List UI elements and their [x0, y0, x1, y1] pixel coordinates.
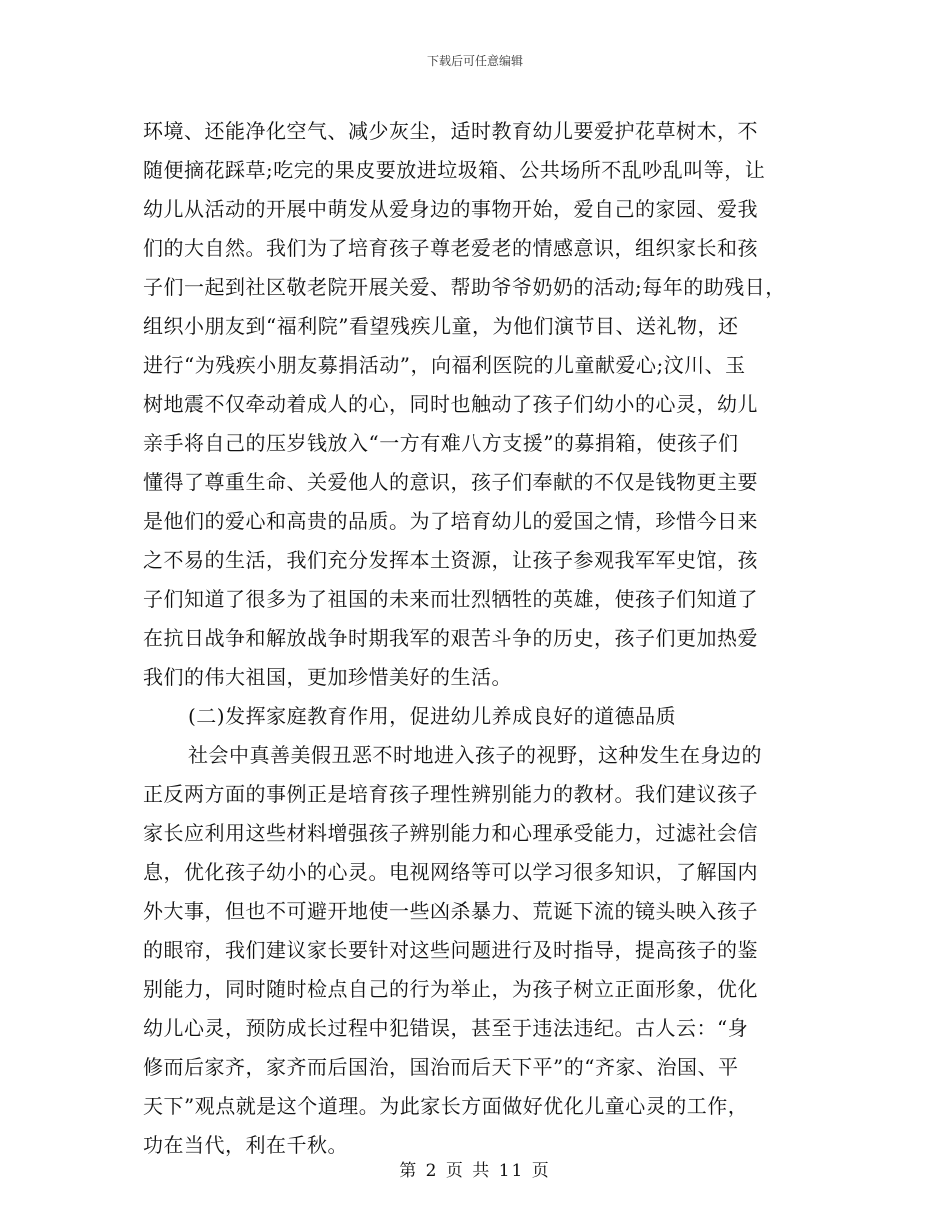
text-line: 之不易的生活，我们充分发挥本土资源，让孩子参观我军军史馆，孩 [143, 548, 758, 572]
text-line: 外大事，但也不可避开地使一些凶杀暴力、荒诞下流的镜头映入孩子 [143, 899, 758, 923]
text-line: 环境、还能净化空气、减少灰尘，适时教育幼儿要爱护花草树木，不 [143, 119, 758, 143]
text-line: 社会中真善美假丑恶不时地进入孩子的视野，这种发生在身边的 [188, 743, 762, 767]
text-line: 息，优化孩子幼小的心灵。电视网络等可以学习很多知识，了解国内 [143, 860, 758, 884]
text-line: 树地震不仅牵动着成人的心，同时也触动了孩子们幼小的心灵，幼儿 [143, 392, 758, 416]
text-line: 幼儿心灵，预防成长过程中犯错误，甚至于违法违纪。古人云：“身 [143, 1016, 749, 1040]
text-line: 是他们的爱心和高贵的品质。为了培育幼儿的爱国之情，珍惜今日来 [143, 509, 758, 533]
section-heading: (二)发挥家庭教育作用，促进幼儿养成良好的道德品质 [188, 704, 677, 728]
text-line: 子们知道了很多为了祖国的未来而壮烈牺牲的英雄，使孩子们知道了 [143, 587, 758, 611]
text-line: 组织小朋友到“福利院”看望残疾儿童，为他们演节目、送礼物，还 [143, 314, 739, 338]
text-line: 们的大自然。我们为了培育孩子尊老爱老的情感意识，组织家长和孩 [143, 236, 758, 260]
text-line: 家长应利用这些材料增强孩子辨别能力和心理承受能力，过滤社会信 [143, 821, 758, 845]
text-line: 随便摘花踩草;吃完的果皮要放进垃圾箱、公共场所不乱吵乱叫等，让 [143, 158, 766, 182]
text-line: 的眼帘，我们建议家长要针对这些问题进行及时指导，提高孩子的鉴 [143, 938, 758, 962]
text-line: 子们一起到社区敬老院开展关爱、帮助爷爷奶奶的活动;每年的助残日， [143, 275, 786, 299]
text-line: 懂得了尊重生命、关爱他人的意识，孩子们奉献的不仅是钱物更主要 [143, 470, 758, 494]
text-line: 幼儿从活动的开展中萌发从爱身边的事物开始，爱自己的家园、爱我 [143, 197, 758, 221]
text-line: 在抗日战争和解放战争时期我军的艰苦斗争的历史，孩子们更加热爱 [143, 626, 758, 650]
text-line: 正反两方面的事例正是培育孩子理性辨别能力的教材。我们建议孩子 [143, 782, 758, 806]
page-header: 下载后可任意编辑 [426, 54, 523, 68]
page-footer: 第 2 页 共 11 页 [399, 1161, 551, 1181]
document-body [143, 112, 803, 1165]
text-line: 功在当代，利在千秋。 [143, 1133, 348, 1157]
text-line: 我们的伟大祖国，更加珍惜美好的生活。 [143, 665, 512, 689]
text-line: 天下”观点就是这个道理。为此家长方面做好优化儿童心灵的工作， [143, 1094, 749, 1118]
text-line: 亲手将自己的压岁钱放入“一方有难八方支援”的募捐箱，使孩子们 [143, 431, 739, 455]
text-line: 修而后家齐，家齐而后国治，国治而后天下平”的“齐家、治国、平 [143, 1055, 739, 1079]
text-line: 进行“为残疾小朋友募捐活动”，向福利医院的儿童献爱心;汶川、玉 [143, 353, 746, 377]
text-line: 别能力，同时随时检点自己的行为举止，为孩子树立正面形象，优化 [143, 977, 758, 1001]
